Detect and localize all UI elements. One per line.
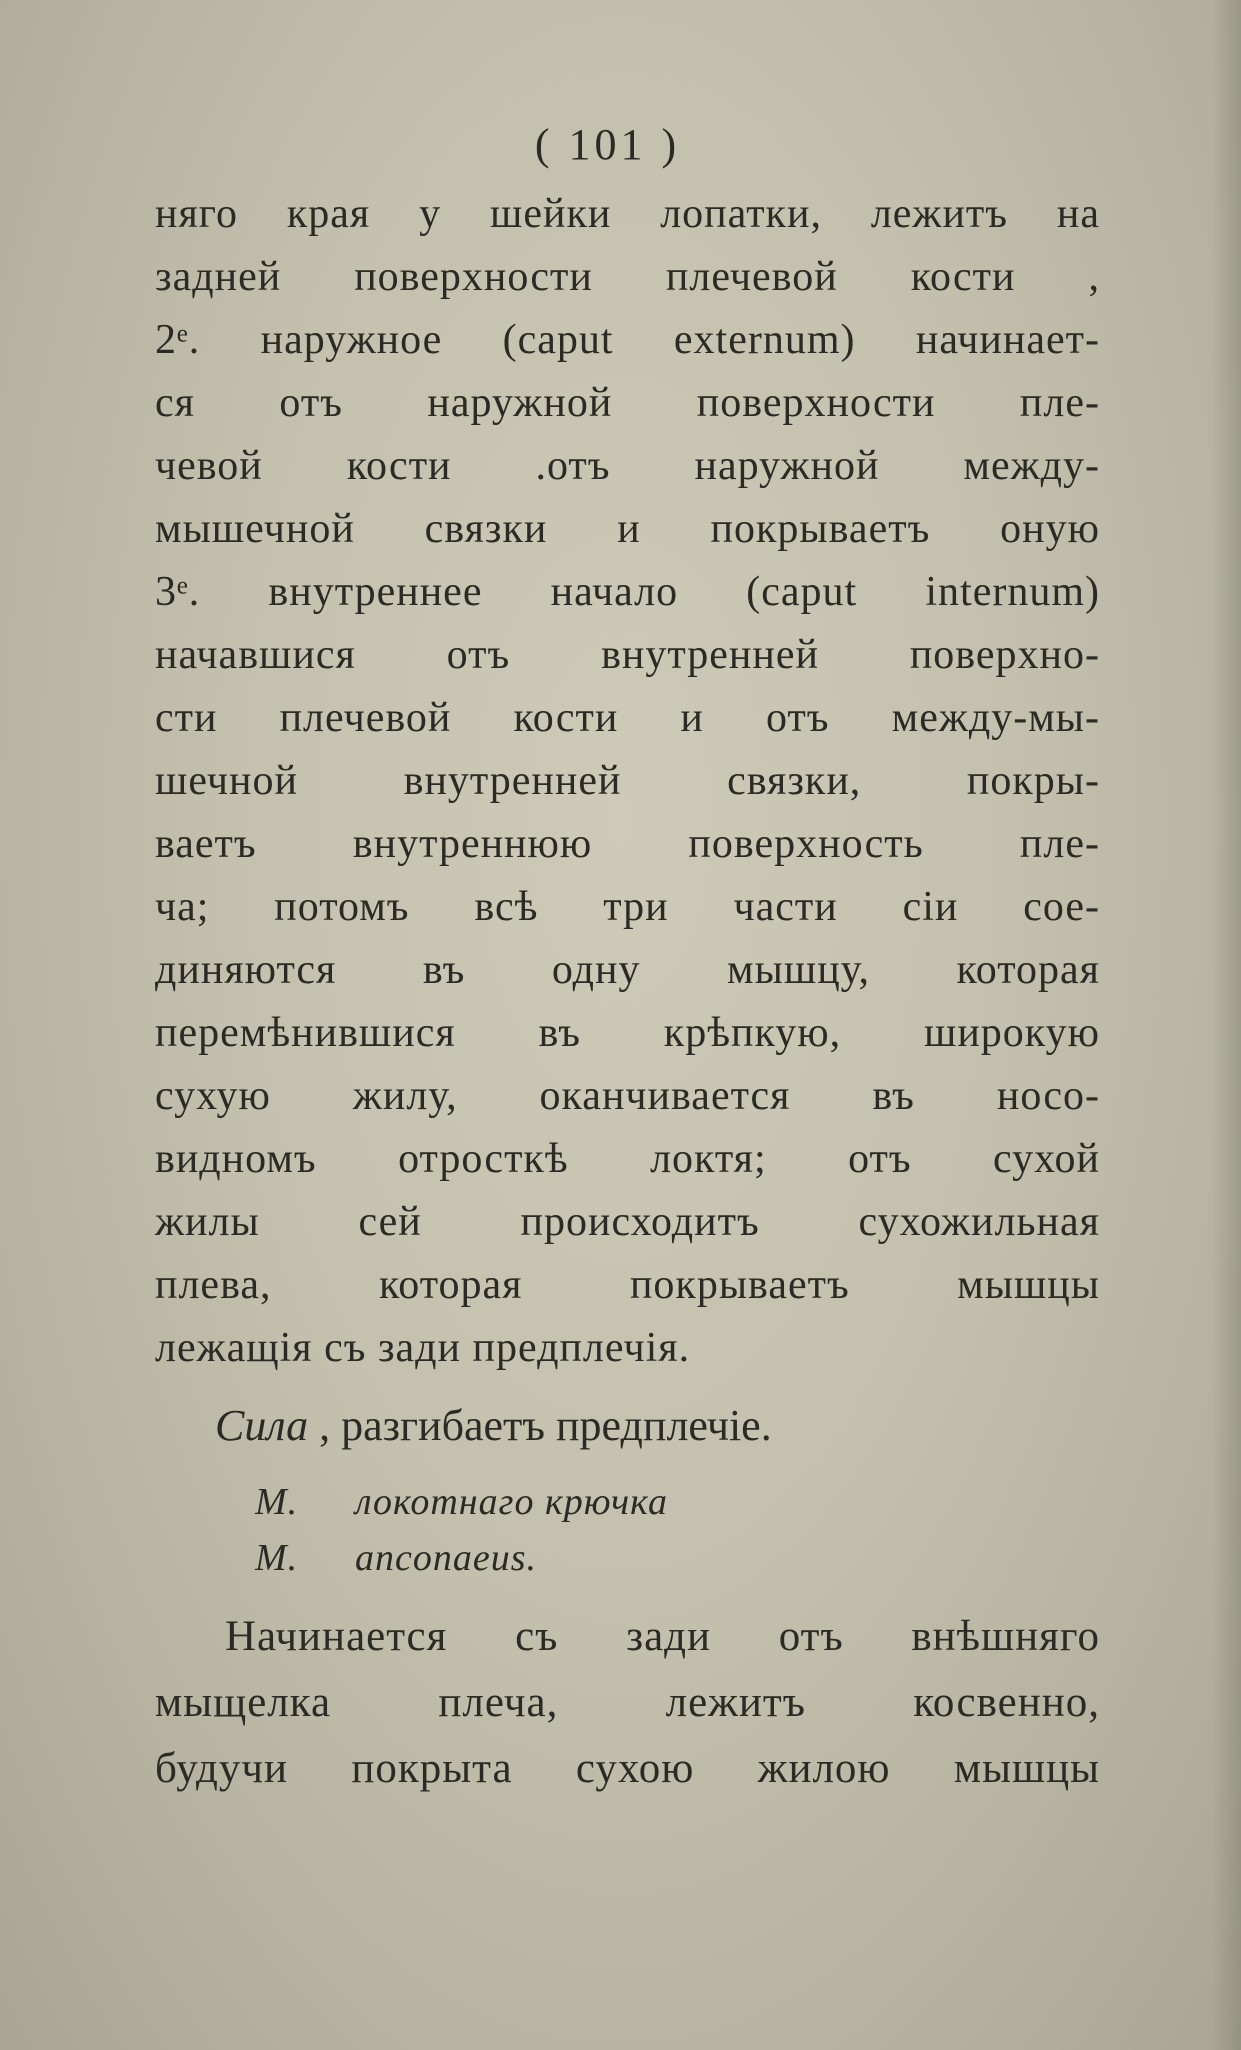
text-line: мышечной связки и покрываетъ оную <box>155 506 1100 552</box>
text-line: 3ᵉ. внутреннее начало (caput internum) <box>155 569 1100 615</box>
text-line: начавшися отъ внутренней поверхно- <box>155 632 1100 678</box>
muscle-name-latin <box>155 1530 1100 1586</box>
force-label: Сила <box>215 1401 309 1450</box>
force-statement <box>155 1392 1100 1460</box>
text-line: будучи покрыта сухою жилою мышцы <box>155 1745 1100 1792</box>
muscle-mark: M. <box>255 1481 299 1523</box>
force-text: , разгибаетъ предплечіе. <box>319 1401 772 1450</box>
text-line: лежащія съ зади предплечія. <box>155 1325 691 1371</box>
muscle-mark: M. <box>255 1537 299 1579</box>
text-line: няго края у шейки лопатки, лежитъ на <box>155 191 1100 237</box>
muscle-heading <box>155 1474 1100 1586</box>
muscle-name-text: локотнаго крючка <box>355 1481 669 1523</box>
paragraph-triceps <box>155 183 1100 1380</box>
text-line: 2ᵉ. наружное (caput externum) начинает- <box>155 317 1100 363</box>
text-line: задней поверхности плечевой кости , <box>155 254 1100 300</box>
muscle-name-russian <box>155 1474 1100 1530</box>
text-line: чевой кости .отъ наружной между- <box>155 443 1100 489</box>
text-line: ча; потомъ всѣ три части сіи сое- <box>155 884 1100 930</box>
text-line: диняются въ одну мышцу, которая <box>155 947 1100 993</box>
page-edge-shadow <box>1211 0 1241 2050</box>
text-line: жилы сей происходитъ сухожильная <box>155 1199 1100 1245</box>
text-line: ваетъ внутреннюю поверхность пле- <box>155 821 1100 867</box>
text-line: сти плечевой кости и отъ между-мы- <box>155 695 1100 741</box>
text-line: плева, которая покрываетъ мышцы <box>155 1262 1100 1308</box>
paragraph-anconaeus <box>155 1604 1100 1802</box>
text-line: видномъ отросткѣ локтя; отъ сухой <box>155 1136 1100 1182</box>
text-line: Начинается съ зади отъ внѣшняго <box>225 1613 1100 1660</box>
text-line: сухую жилу, оканчивается въ носо- <box>155 1073 1100 1119</box>
page-number: ( 101 ) <box>534 120 681 169</box>
text-line: шечной внутренней связки, покры- <box>155 758 1100 804</box>
text-line: ся отъ наружной поверхности пле- <box>155 380 1100 426</box>
text-line: перемѣнившися въ крѣпкую, широкую <box>155 1010 1100 1056</box>
text-block <box>155 115 1100 1802</box>
text-line: мыщелка плеча, лежитъ косвенно, <box>155 1679 1100 1726</box>
muscle-name-text: anconaeus. <box>355 1537 538 1579</box>
